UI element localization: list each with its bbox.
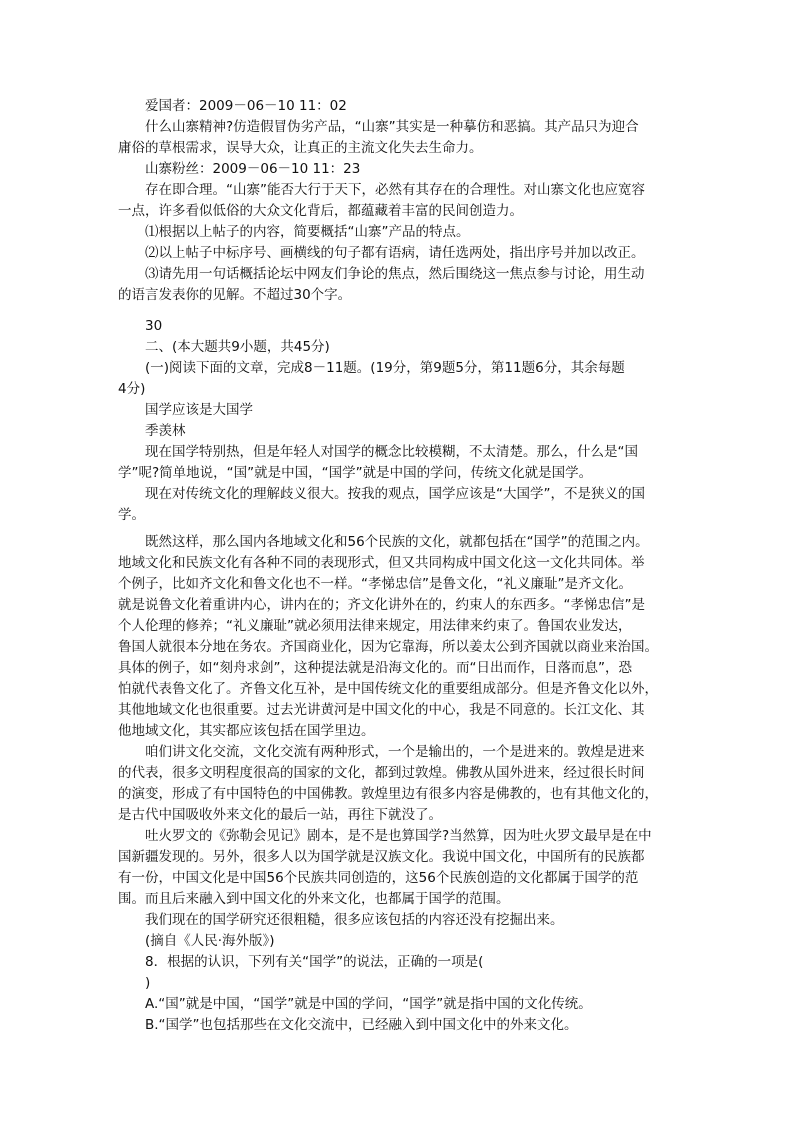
paragraph-line: 鲁国人就很本分地在务农。齐国商业化，因为它靠海，所以姜太公到齐国就以商业来治国。	[118, 639, 658, 655]
paragraph-line: 学。	[118, 507, 145, 523]
article-title: 国学应该是大国学	[145, 402, 253, 418]
article-author: 季羡林	[145, 423, 186, 439]
answer-blank-number: 30	[145, 318, 163, 334]
question-8-line: 8．根据的认识，下列有关“国学”的说法，正确的一项是(	[145, 954, 484, 970]
document-page	[118, 96, 658, 1036]
section-heading: 二、(本大题共9小题，共45分)	[145, 339, 330, 355]
paragraph-line: 个例子，比如齐文化和鲁文化也不一样。“孝悌忠信”是鲁文化，“礼义廉耻”是齐文化。	[118, 576, 632, 592]
paragraph-line: 国新疆发现的。另外，很多人以为国学就是汉族文化。我说中国文化，中国所有的民族都	[118, 849, 645, 865]
post2-header: 山寨粉丝：2009－06－10 11：23	[145, 161, 361, 177]
paragraph-line: 具体的例子，如“刻舟求剑”，这种提法就是沿海文化的。而“日出而作，日落而息”，恐	[118, 660, 632, 676]
paragraph-line: 地域文化和民族文化有各种不同的表现形式，但又共同构成中国文化这一文化共同体。举	[118, 555, 645, 571]
question-3-line: 的语言发表你的见解。不超过30个字。	[118, 287, 352, 303]
paragraph-line: 是古代中国吸收外来文化的最后一站，再往下就没了。	[118, 807, 442, 823]
paragraph-line: 个人伦理的修养；“礼义廉耻”就必须用法律来规定，用法律来约束了。鲁国农业发达，	[118, 618, 632, 634]
paragraph-line: 既然这样，那么国内各地域文化和56个民族的文化，就都包括在“国学”的范围之内。	[145, 534, 649, 550]
paragraph-line: 现在对传统文化的理解歧义很大。按我的观点，国学应该是“大国学”，不是狭义的国	[145, 486, 645, 502]
paragraph-line: 就是说鲁文化着重讲内心，讲内在的；齐文化讲外在的，约束人的东西多。“孝悌忠信”是	[118, 597, 645, 613]
article-paragraph	[118, 442, 650, 484]
post2-line: 一点，许多看似低俗的大众文化背后，都蕴藏着丰富的民间创造力。	[118, 203, 523, 219]
option-b: B.“国学”也包括那些在文化交流中，已经融入到中国文化中的外来文化。	[145, 1017, 578, 1033]
section-intro-line: 4分)	[118, 381, 146, 397]
article-paragraph	[118, 826, 650, 910]
question-2: ⑵以上帖子中标序号、画横线的句子都有语病，请任选两处，指出序号并加以改正。	[145, 245, 645, 261]
article-paragraph	[118, 910, 650, 931]
question-3-line: ⑶请先用一句话概括论坛中网友们争论的焦点，然后围绕这一焦点参与讨论，用生动	[145, 266, 645, 282]
article-source: (摘自《人民·海外版》)	[145, 933, 275, 949]
paragraph-line: 咱们讲文化交流，文化交流有两种形式，一个是输出的，一个是进来的。敦煌是进来	[145, 744, 645, 760]
paragraph-line: 我们现在的国学研究还很粗糙，很多应该包括的内容还没有挖掘出来。	[145, 912, 564, 928]
article-paragraph	[118, 484, 650, 526]
paragraph-line: 吐火罗文的《弥勒会见记》剧本，是不是也算国学?当然算，因为吐火罗文最早是在中	[145, 828, 652, 844]
section-intro-line: (一)阅读下面的文章，完成8－11题。(19分，第9题5分，第11题6分，其余每题	[145, 360, 625, 376]
paragraph-line: 现在国学特别热，但是年轻人对国学的概念比较模糊，不太清楚。那么，什么是“国	[145, 444, 638, 460]
post1-header: 爱国者：2009－06－10 11：02	[145, 98, 347, 114]
question-8-line: )	[145, 975, 151, 991]
option-a: A.“国”就是中国，“国学”就是中国的学问，“国学”就是指中国的文化传统。	[145, 996, 592, 1012]
paragraph-line: 怕就代表鲁文化了。齐鲁文化互补，是中国传统文化的重要组成部分。但是齐鲁文化以外，	[118, 681, 658, 697]
paragraph-line: 他地域文化，其实都应该包括在国学里边。	[118, 723, 375, 739]
paragraph-line: 的代表，很多文明程度很高的国家的文化，都到过敦煌。佛教从国外进来，经过很长时间	[118, 765, 645, 781]
paragraph-line: 的演变，形成了有中国特色的中国佛教。敦煌里边有很多内容是佛教的，也有其他文化的，	[118, 786, 658, 802]
article-paragraph	[118, 532, 658, 742]
paragraph-line: 学”呢?简单地说，“国”就是中国，“国学”就是中国的学问，传统文化就是国学。	[118, 465, 593, 481]
paragraph-line: 有一份，中国文化是中国56个民族共同创造的，这56个民族创造的文化都属于国学的范	[118, 870, 639, 886]
article-paragraph	[118, 742, 658, 826]
question-1: ⑴根据以上帖子的内容，简要概括“山寨”产品的特点。	[145, 224, 470, 240]
paragraph-line: 围。而且后来融入到中国文化的外来文化，也都属于国学的范围。	[118, 891, 510, 907]
post1-line: 庸俗的草根需求，误导大众，让真正的主流文化失去生命力。	[118, 140, 483, 156]
post2-line: 存在即合理。“山寨”能否大行于天下，必然有其存在的合理性。对山寨文化也应宽容	[145, 182, 645, 198]
paragraph-line: 其他地域文化也很重要。过去光讲黄河是中国文化的中心，我是不同意的。长江文化、其	[118, 702, 645, 718]
post1-line: 什么山寨精神?仿造假冒伪劣产品，“山寨”其实是一种摹仿和恶搞。其产品只为迎合	[145, 119, 639, 135]
